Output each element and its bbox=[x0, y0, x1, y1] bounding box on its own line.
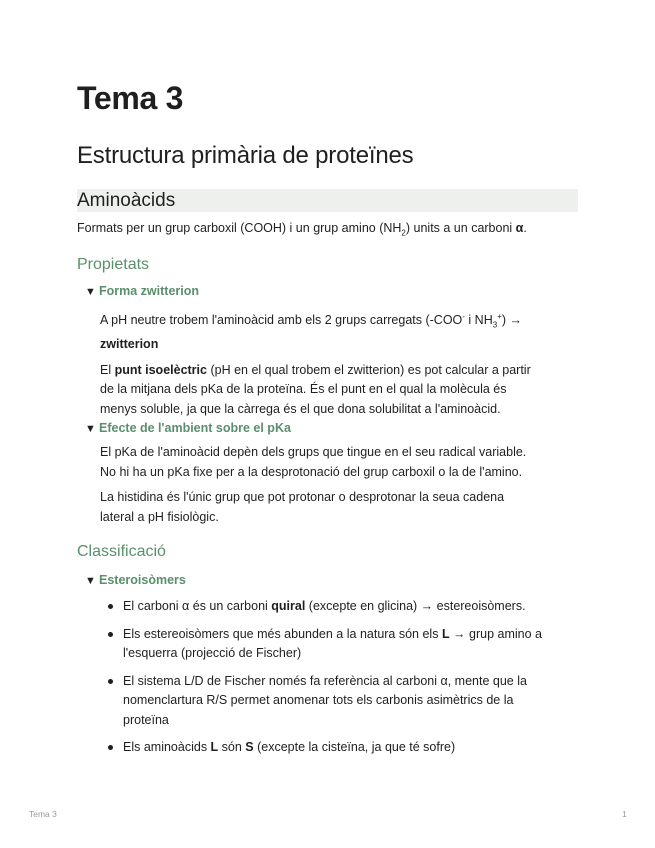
bullet-icon bbox=[108, 679, 113, 684]
triangle-down-icon[interactable]: ▼ bbox=[85, 286, 96, 298]
list-item: Els aminoàcids L són S (excepte la cisteïna, ja que té sofre) bbox=[123, 738, 578, 758]
forma-zwitterion-content bbox=[100, 307, 578, 419]
histidina-paragraph: La histidina és l'únic grup que pot protonar o desprotonar la seua cadena lateral a pH fisiològic. bbox=[100, 490, 505, 524]
section-heading: Aminoàcids bbox=[77, 190, 176, 211]
pka-paragraph: El pKa de l'aminoàcid depèn dels grups que tingue en el seu radical variable. No hi ha un pKa fixe per a la desprotonació del grup carboxil o la de l'amino. bbox=[100, 445, 527, 479]
page-subtitle: Estructura primària de proteïnes bbox=[77, 142, 414, 169]
bullet-icon bbox=[108, 604, 113, 609]
triangle-down-icon[interactable]: ▼ bbox=[85, 575, 96, 587]
esteroisomers-list bbox=[123, 597, 578, 758]
page-title: Tema 3 bbox=[77, 80, 184, 116]
intro-paragraph: Formats per un grup carboxil (COOH) i un grup amino $(NH_2)$ units a un carboni α. bbox=[77, 221, 527, 238]
section-heading-band bbox=[77, 189, 578, 212]
efecte-ambient-content bbox=[100, 443, 578, 527]
list-item: El sistema L/D de Fischer només fa referència al carboni α, mente que la nomenclartura R/S permet anomenar tots els carbonis asimètrics de la proteïna bbox=[123, 672, 578, 731]
bullet-icon bbox=[108, 632, 113, 637]
classificacio-heading: Classificació bbox=[77, 543, 166, 560]
punt-isoelectric-paragraph: El punt isoelèctric (pH en el qual trobem el zwitterion) es pot calcular a partir de la mitjana dels pKa de la proteïna. És el punt en el qual la molècula és menys soluble, ja que la càrrega és el que dona solubilitat a l'aminoàcid. bbox=[100, 362, 531, 416]
page-number: 1 bbox=[622, 809, 627, 819]
list-item: El carboni α és un carboni quiral (excepte en glicina) → estereoisòmers. bbox=[123, 597, 578, 617]
toggle-efecte-ambient[interactable]: ▼ Efecte de l'ambient sobre el pKa bbox=[85, 419, 291, 438]
footer-title: Tema 3 bbox=[29, 809, 57, 819]
toggle-forma-zwitterion[interactable]: ▼ Forma zwitterion bbox=[85, 282, 199, 301]
zwitterion-paragraph: A pH neutre trobem l'aminoàcid amb els 2 grups carregats (-COO- i $NH_3^+$) → zwitterion bbox=[100, 312, 522, 352]
bullet-icon bbox=[108, 745, 113, 750]
propietats-heading: Propietats bbox=[77, 256, 150, 273]
toggle-esteroisomers[interactable]: ▼ Esteroisòmers bbox=[85, 571, 186, 590]
triangle-down-icon[interactable]: ▼ bbox=[85, 423, 96, 435]
list-item: Els estereoisòmers que més abunden a la natura són els L → grup amino a l'esquerra (projecció de Fischer) bbox=[123, 625, 578, 664]
